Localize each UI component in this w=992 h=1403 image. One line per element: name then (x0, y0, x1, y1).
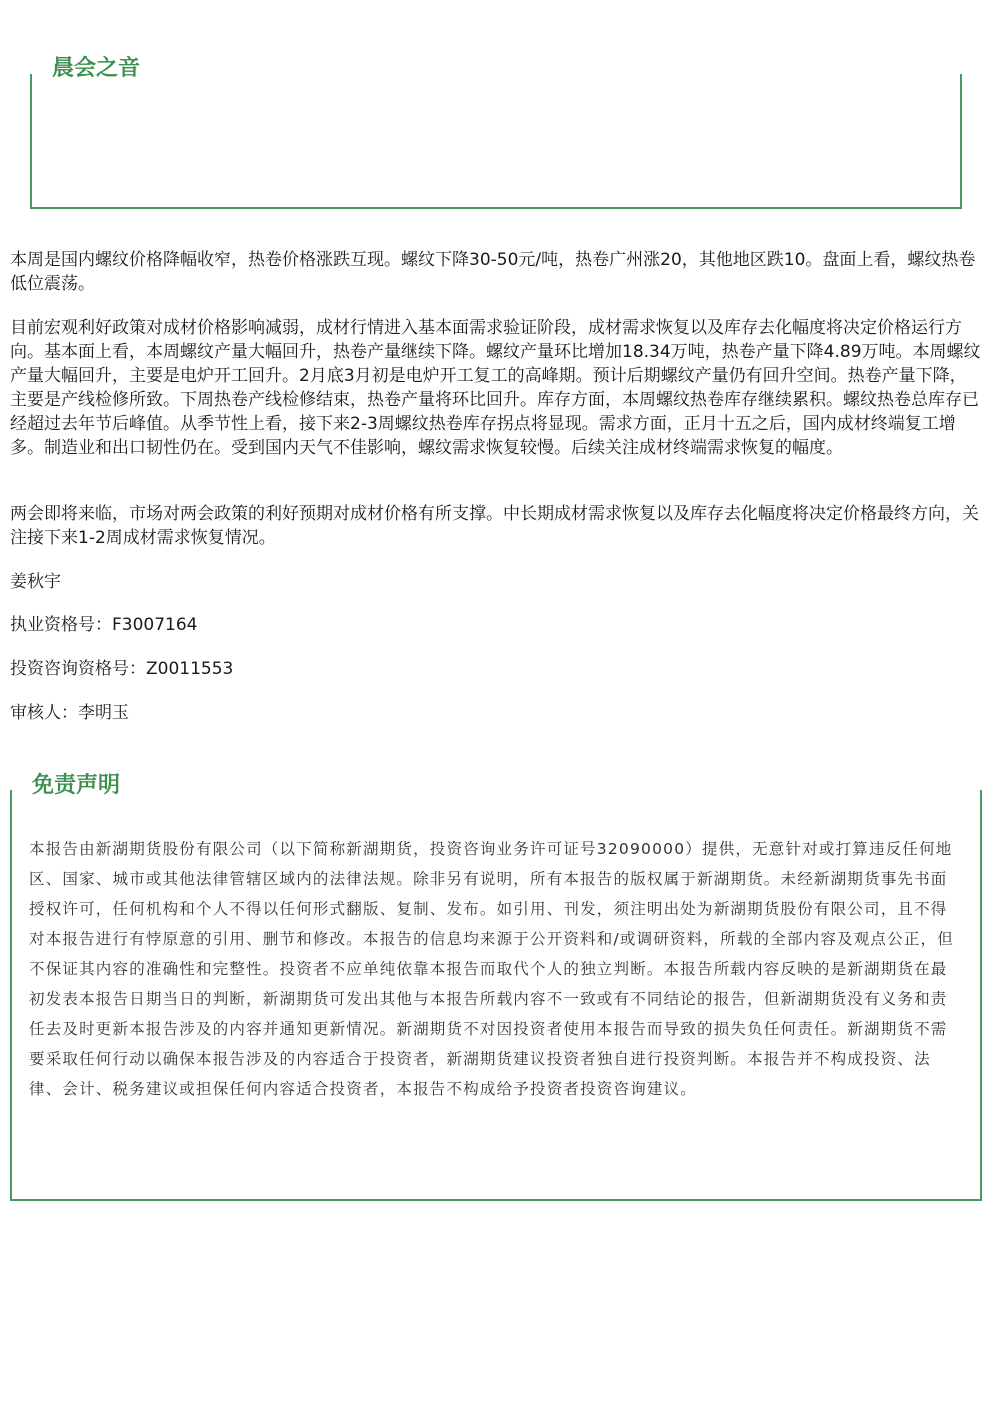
report-paragraph-summary: 本周是国内螺纹价格降幅收窄，热卷价格涨跌互现。螺纹下降30-50元/吨，热卷广州涨20，其他地区跌10。盘面上看，螺纹热卷低位震荡。 (10, 250, 976, 294)
practice-license-number: 执业资格号：F3007164 (10, 615, 198, 635)
morning-section-title: 晨会之音 (46, 54, 146, 84)
disclaimer-section-title: 免责声明 (26, 771, 126, 801)
report-paragraph-outlook: 两会即将来临，市场对两会政策的利好预期对成材价格有所支撑。中长期成材需求恢复以及库存去化幅度将决定价格最终方向，关注接下来1-2周成材需求恢复情况。 (10, 504, 979, 548)
analyst-name: 姜秋宇 (10, 572, 61, 592)
reviewer-name: 审核人：李明玉 (10, 703, 129, 723)
advisory-license-number: 投资咨询资格号：Z0011553 (10, 659, 234, 679)
morning-section-box (30, 74, 962, 209)
report-paragraph-analysis: 目前宏观利好政策对成材价格影响减弱，成材行情进入基本面需求验证阶段，成材需求恢复以及库存去化幅度将决定价格运行方向。基本面上看，本周螺纹产量大幅回升，热卷产量继续下降。螺纹产量环比增加18.34万吨，热卷产量下降4.89万吨。本周螺纹产量大幅回升，主要是电炉开工回升。2月底3月初是电炉开工复工的高峰期。预计后期螺纹产量仍有回升空间。热卷产量下降，主要是产线检修所致。下周热卷产线检修结束，热卷产量将环比回升。库存方面，本周螺纹热卷库存继续累积。螺纹热卷总库存已经超过去年节后峰值。从季节性上看，接下来2-3周螺纹热卷库存拐点将显现。需求方面，正月十五之后，国内成材终端复工增多。制造业和出口韧性仍在。受到国内天气不佳影响，螺纹需求恢复较慢。后续关注成材终端需求恢复的幅度。 (10, 318, 981, 458)
disclaimer-text: 本报告由新湖期货股份有限公司（以下简称新湖期货，投资咨询业务许可证号32090000）提供，无意针对或打算违反任何地区、国家、城市或其他法律管辖区域内的法律法规。除非另有说明，所有本报告的版权属于新湖期货。未经新湖期货事先书面授权许可，任何机构和个人不得以任何形式翻版、复制、发布。如引用、刊发，须注明出处为新湖期货股份有限公司，且不得对本报告进行有悖原意的引用、删节和修改。本报告的信息均来源于公开资料和/或调研资料，所载的全部内容及观点公正，但不保证其内容的准确性和完整性。投资者不应单纯依靠本报告而取代个人的独立判断。本报告所载内容反映的是新湖期货在最初发表本报告日期当日的判断，新湖期货可发出其他与本报告所载内容不一致或有不同结论的报告，但新湖期货没有义务和责任去及时更新本报告涉及的内容并通知更新情况。新湖期货不对因投资者使用本报告而导致的损失负任何责任。新湖期货不需要采取任何行动以确保本报告涉及的内容适合于投资者，新湖期货建议投资者独自进行投资判断。本报告并不构成投资、法律、会计、税务建议或担保任何内容适合投资者，本报告不构成给予投资者投资咨询建议。 (29, 840, 954, 1098)
